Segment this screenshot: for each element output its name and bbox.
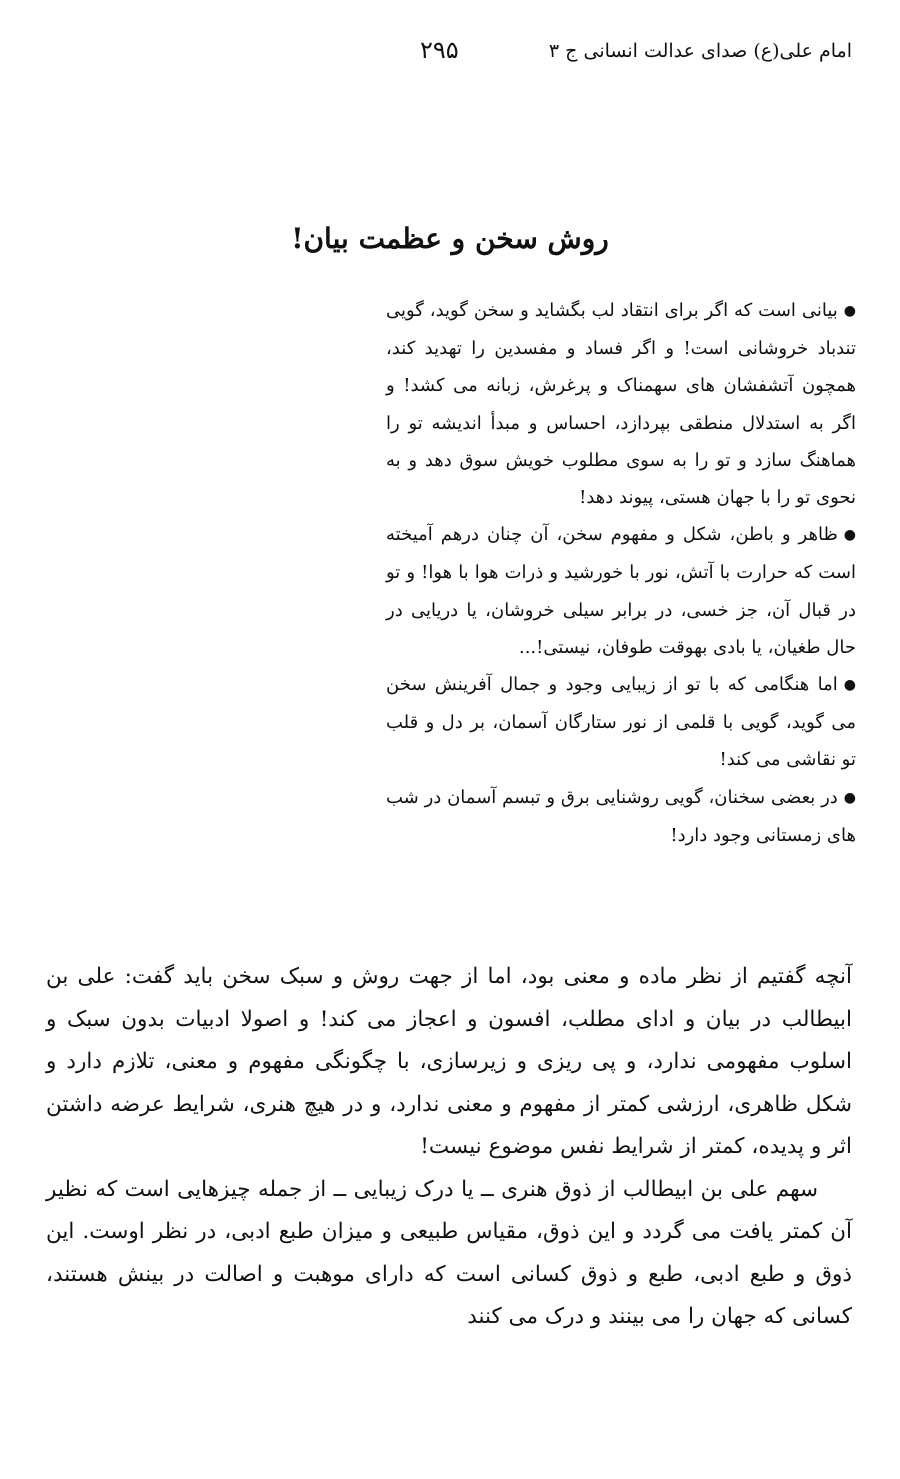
body-text <box>46 956 852 1339</box>
quote-item <box>386 666 856 779</box>
quote-text: در بعضی سخنان، گویی روشنایی برق و تبسم آسمان در شب های زمستانی وجود دارد! <box>386 786 856 846</box>
bullet-icon: ● <box>843 527 856 544</box>
bullet-icon: ● <box>843 789 856 806</box>
quote-block <box>386 292 856 854</box>
bullet-icon: ● <box>843 677 856 694</box>
quote-text: اما هنگامی که با تو از زیبایی وجود و جمال آفرینش سخن می گوید، گویی با قلمی از نور ستارگان آسمان، بر دل و قلب تو نقاشی می کند! <box>386 674 856 771</box>
book-title: امام علی(ع) صدای عدالت انسانی ج ۳ <box>548 40 852 62</box>
body-paragraph-2: سهم علی بن ابیطالب از ذوق هنری ــ یا درک زیبایی ــ از جمله چیزهایی است که نظیر آن کمتر یافت می گردد و این ذوق، مقیاس طبیعی و میزان طبع ادبی، در نظر اوست. این ذوق و طبع ادبی، طبع و ذوق کسانی است که دارای موهبت و اصالت در بینش هستند، کسانی که جهان را می بینند و درک می کنند <box>46 1176 852 1329</box>
running-header <box>40 36 852 76</box>
body-paragraph-1: آنچه گفتیم از نظر ماده و معنی بود، اما از جهت روش و سبک سخن باید گفت: علی بن ابیطالب در بیان و ادای مطلب، افسون و اعجاز می کند! و اصولا ادبیات بدون سبک و اسلوب مفهومی ندارد، و پی ریزی و زیرسازی، با چگونگی مفهوم و معنی، تلازم دارد و شکل ظاهری، ارزشی کمتر از مفهوم و معنی ندارد، و در هیچ هنری، شرایط عرضه داشتن اثر و پدیده، کمتر از شرایط نفس موضوع نیست! <box>46 964 852 1159</box>
quote-item <box>386 516 856 666</box>
page-number: ۲۹۵ <box>420 36 459 64</box>
quote-text: ظاهر و باطن، شکل و مفهوم سخن، آن چنان درهم آمیخته است که حرارت با آتش، نور با خورشید و ذرات هوا با هوا! و تو در قبال آن، جز خسی، در برابر سیلی خروشان، یا دریایی در حال طغیان، یا بادی بهوقت طوفان، نیستی!... <box>386 524 856 658</box>
quote-text: بیانی است که اگر برای انتقاد لب بگشاید و سخن گوید، گویی تندباد خروشانی است! و اگر فساد و مفسدین را تهدید کند، همچون آتشفشان های سهمناک و پرغرش، زبانه می کشد! و اگر به استدلال منطقی بپردازد، احساس و مبدأ اندیشه تو را هماهنگ سازد و تو را به سوی مطلوب خویش سوق دهد و به نحوی تو را با جهان هستی، پیوند دهد! <box>386 300 856 509</box>
bullet-icon: ● <box>843 303 856 319</box>
quote-item <box>386 779 856 854</box>
quote-item <box>386 292 856 516</box>
section-title: روش سخن و عظمت بیان! <box>291 222 609 255</box>
